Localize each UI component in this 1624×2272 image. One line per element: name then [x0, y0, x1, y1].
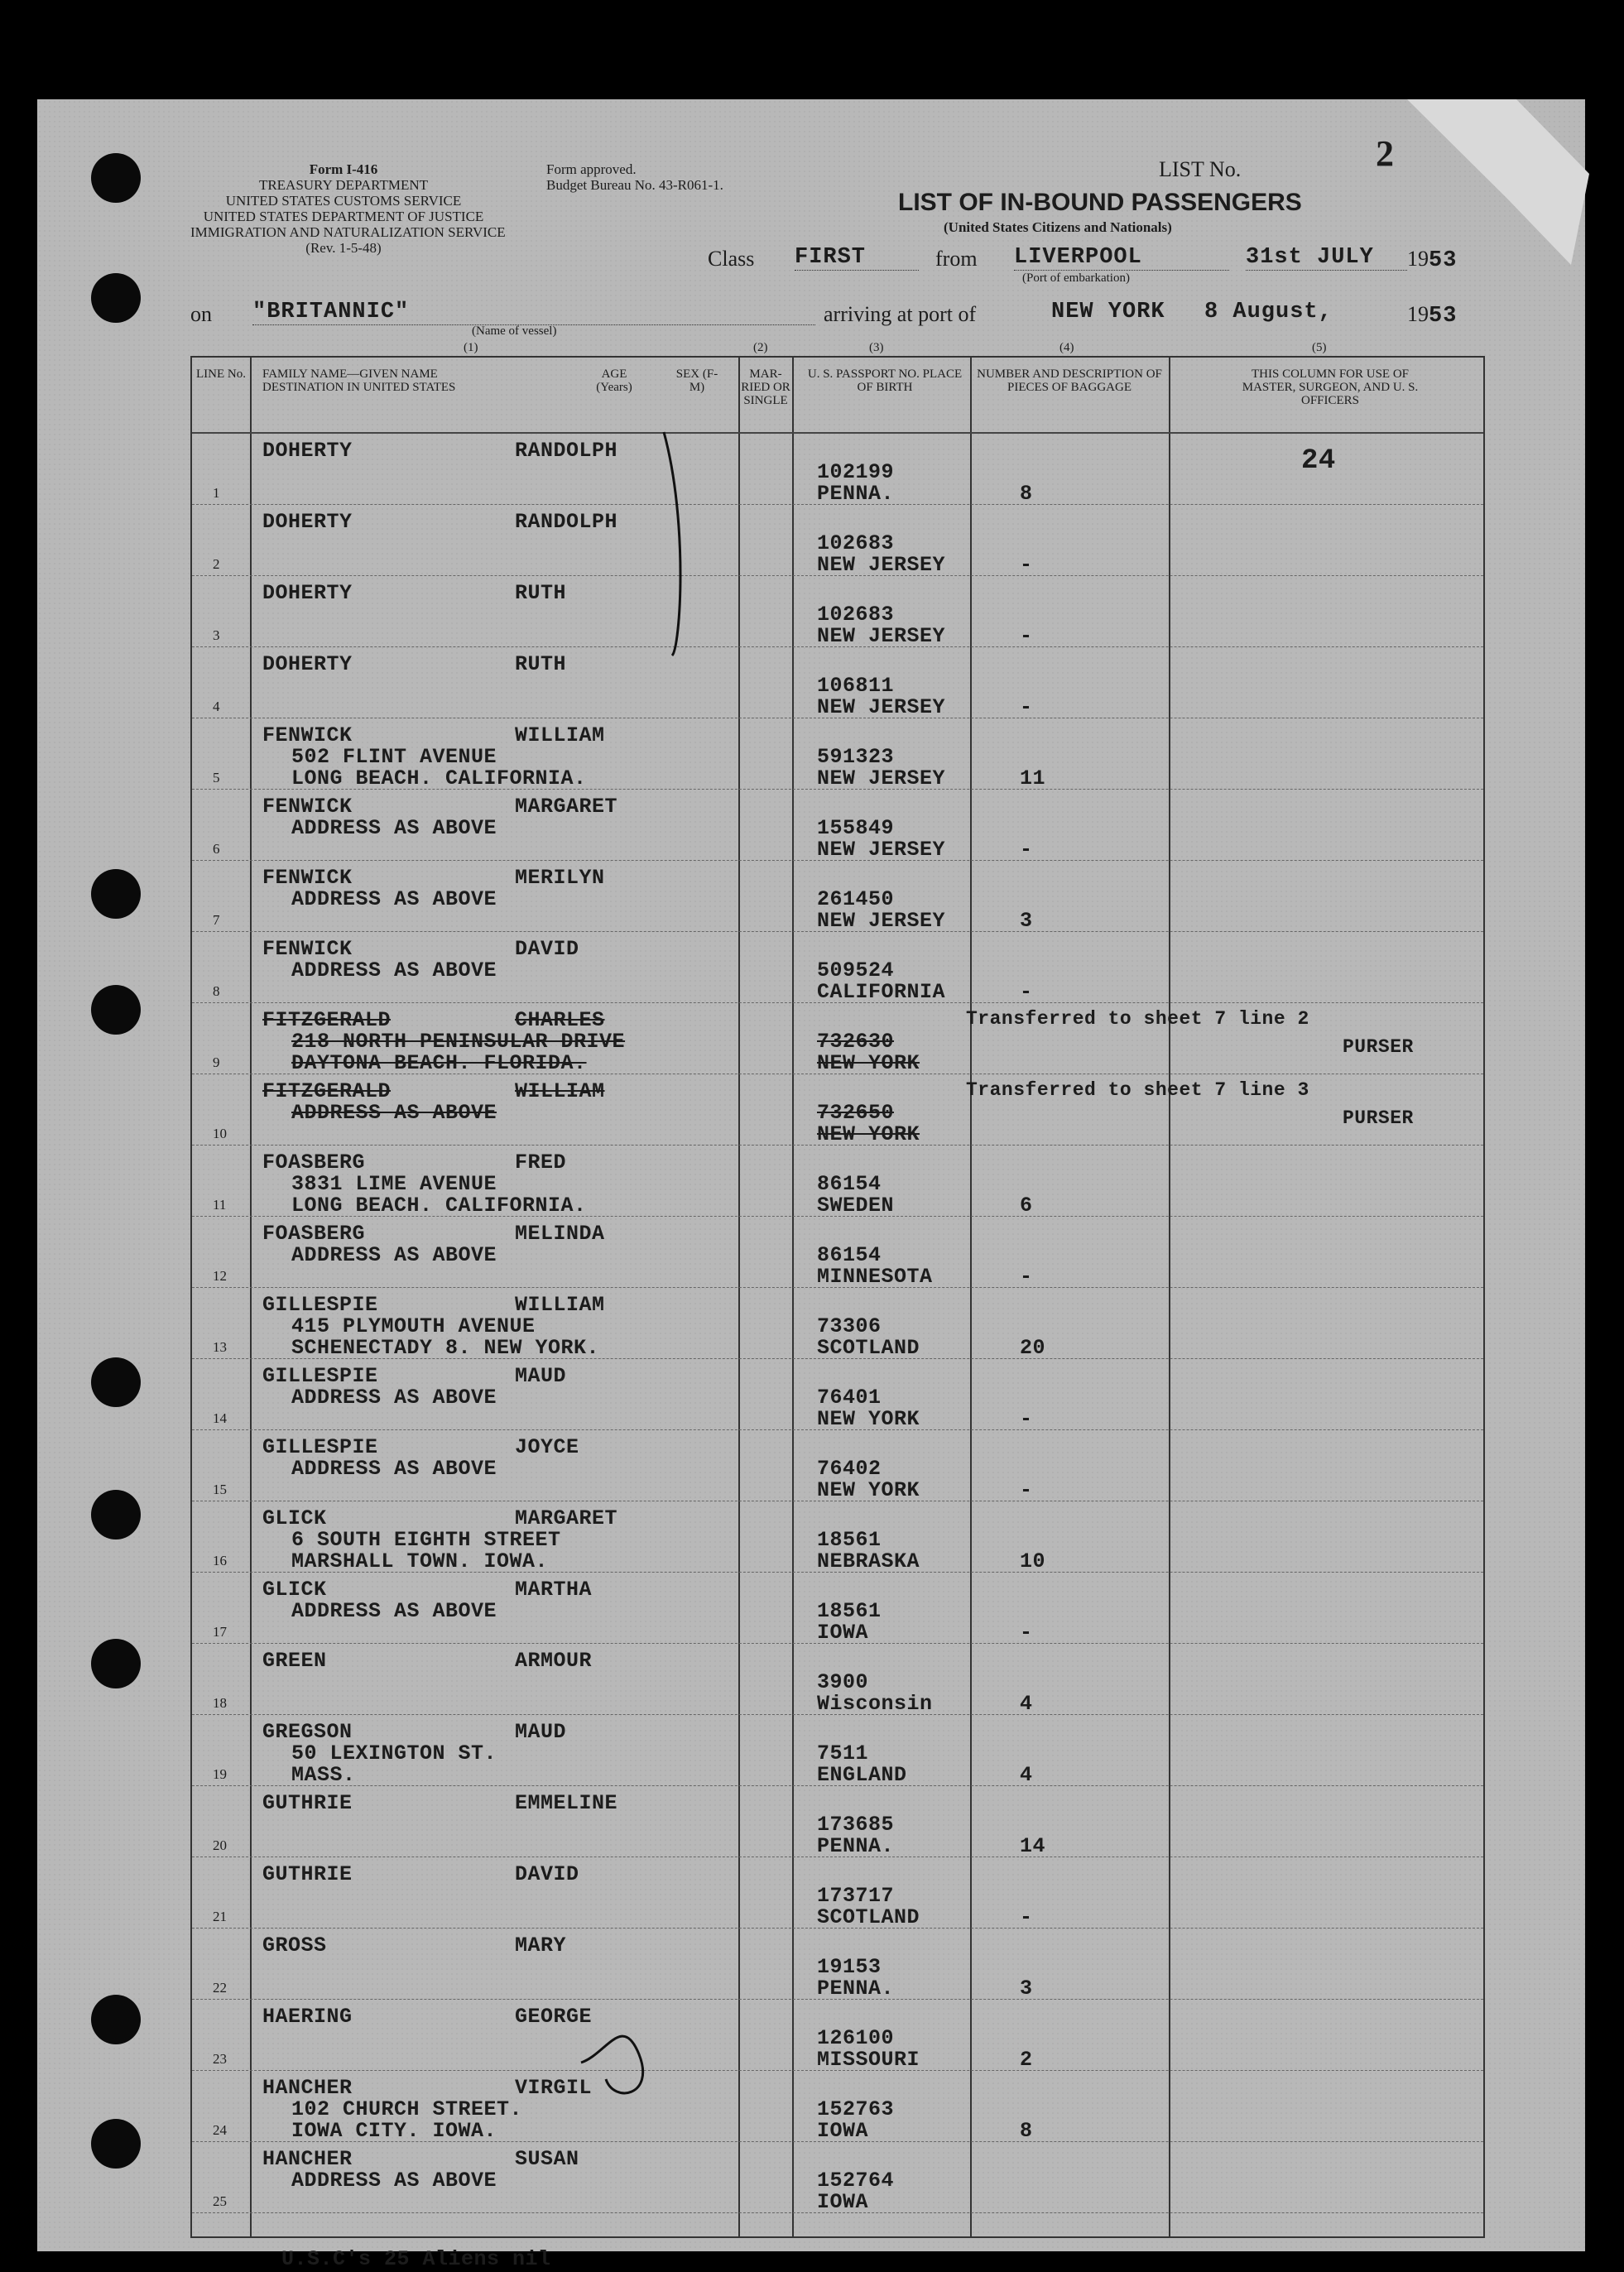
address-line-1: 218 NORTH PENINSULAR DRIVE [291, 1030, 626, 1054]
line-number: 24 [213, 2122, 227, 2138]
place-of-birth: NEW YORK [817, 1122, 920, 1146]
punch-hole [91, 1639, 141, 1688]
departure-year-prefix: 19 [1407, 247, 1429, 271]
line-number: 8 [213, 983, 220, 999]
family-name: GILLESPIE [262, 1435, 378, 1459]
col-num-3: (3) [869, 341, 884, 354]
arriving-label: arriving at port of [824, 302, 977, 326]
col-num-1: (1) [464, 341, 478, 354]
line-number: 7 [213, 912, 220, 928]
list-no-label: LIST No. [1159, 157, 1242, 181]
address-line-2: DAYTONA BEACH. FLORIDA. [291, 1051, 587, 1075]
given-name: EMMELINE [515, 1791, 618, 1815]
footer-totals: U.S.C's 25 Aliens nil [281, 2247, 551, 2271]
given-name: WILLIAM [515, 1079, 605, 1103]
passport-number: 155849 [817, 816, 895, 840]
col-num-5: (5) [1312, 341, 1327, 354]
punch-hole [91, 2119, 141, 2169]
transfer-note: Transferred to sheet 7 line 2 [966, 1008, 1309, 1030]
address-line-1: ADDRESS AS ABOVE [291, 816, 497, 840]
approval-block [546, 161, 778, 193]
place-of-birth: NEW JERSEY [817, 838, 946, 862]
passport-number: 152764 [817, 2169, 895, 2193]
passport-number: 73306 [817, 1314, 882, 1338]
passport-number: 19153 [817, 1955, 882, 1979]
family-name: FENWICK [262, 723, 353, 747]
address-line-1: ADDRESS AS ABOVE [291, 1101, 497, 1125]
list-no-value: 2 [1376, 133, 1394, 174]
line-number: 22 [213, 1980, 227, 1996]
family-name: GROSS [262, 1933, 327, 1957]
given-name: MAUD [515, 1720, 567, 1744]
baggage-count: 14 [1020, 1834, 1046, 1858]
address-line-1: ADDRESS AS ABOVE [291, 1599, 497, 1623]
purser-label: PURSER [1343, 1107, 1414, 1129]
baggage-count: - [1020, 1478, 1033, 1502]
baggage-count: 8 [1020, 482, 1033, 506]
family-name: GILLESPIE [262, 1293, 378, 1317]
given-name: RANDOLPH [515, 439, 618, 463]
passport-number: 509524 [817, 958, 895, 982]
line-number: 13 [213, 1339, 227, 1355]
treasury-dept: TREASURY DEPARTMENT [258, 177, 429, 193]
family-name: HAERING [262, 2005, 353, 2029]
place-of-birth: NEW YORK [817, 1478, 920, 1502]
family-name: GREEN [262, 1649, 327, 1673]
family-name: GLICK [262, 1506, 327, 1530]
family-name: GILLESPIE [262, 1364, 378, 1388]
family-name: HANCHER [262, 2147, 353, 2171]
place-of-birth: SCOTLAND [817, 1336, 920, 1360]
vessel-name: "BRITANNIC" [252, 300, 815, 325]
family-name: FENWICK [262, 866, 353, 890]
place-of-birth: NEW JERSEY [817, 624, 946, 648]
given-name: GEORGE [515, 2005, 593, 2029]
passenger-table [190, 356, 1485, 2238]
passport-number: 173685 [817, 1813, 895, 1837]
baggage-count: - [1020, 1905, 1033, 1929]
header-married: MAR-RIED OR SINGLE [741, 367, 790, 407]
baggage-count: - [1020, 624, 1033, 648]
punch-hole [91, 153, 141, 203]
punch-hole [91, 1995, 141, 2044]
passport-number: 18561 [817, 1528, 882, 1552]
given-name: MARY [515, 1933, 567, 1957]
arrival-port: NEW YORK [1051, 300, 1165, 324]
line-number: 25 [213, 2193, 227, 2209]
family-name: GLICK [262, 1578, 327, 1602]
line-number: 20 [213, 1837, 227, 1853]
port-embark-note: (Port of embarkation) [1022, 271, 1130, 285]
line-number: 15 [213, 1482, 227, 1497]
address-line-1: ADDRESS AS ABOVE [291, 1386, 497, 1410]
budget-bureau: Budget Bureau No. 43-R061-1. [546, 177, 723, 193]
given-name: WILLIAM [515, 723, 605, 747]
baggage-count: - [1020, 1265, 1033, 1289]
place-of-birth: SCOTLAND [817, 1905, 920, 1929]
passport-number: 102683 [817, 603, 895, 627]
header-officers: THIS COLUMN FOR USE OF MASTER, SURGEON, AND U. S. OFFICERS [1242, 367, 1419, 407]
address-line-1: 102 CHURCH STREET. [291, 2097, 523, 2121]
baggage-count: - [1020, 1407, 1033, 1431]
page-title: LIST OF IN-BOUND PASSENGERS [898, 189, 1302, 216]
family-name: FITZGERALD [262, 1008, 392, 1032]
officer-note: 24 [1301, 445, 1336, 477]
pen-scribble [581, 2036, 643, 2093]
line-number: 2 [213, 556, 220, 572]
line-number: 21 [213, 1909, 227, 1924]
passport-number: 3900 [817, 1670, 869, 1694]
line-number: 18 [213, 1695, 227, 1711]
address-line-1: 6 SOUTH EIGHTH STREET [291, 1528, 561, 1552]
place-of-birth: IOWA [817, 2190, 869, 2214]
baggage-count: 6 [1020, 1194, 1033, 1218]
family-name: FENWICK [262, 795, 353, 819]
family-name: GREGSON [262, 1720, 353, 1744]
justice-dept: UNITED STATES DEPARTMENT OF JUSTICE [203, 209, 484, 224]
class-value: FIRST [795, 245, 919, 271]
passport-number: 152763 [817, 2097, 895, 2121]
revision: (Rev. 1-5-48) [305, 240, 382, 256]
place-of-birth: IOWA [817, 1621, 869, 1645]
place-of-birth: CALIFORNIA [817, 980, 946, 1004]
punch-hole [91, 1490, 141, 1539]
form-agency-block [190, 161, 506, 256]
place-of-birth: NEW JERSEY [817, 695, 946, 719]
arrival-year [1407, 302, 1457, 329]
address-line-2: MASS. [291, 1763, 356, 1787]
family-name: FITZGERALD [262, 1079, 392, 1103]
line-number: 9 [213, 1054, 220, 1070]
given-name: DAVID [515, 937, 579, 961]
immigration-service: IMMIGRATION AND NATURALIZATION SERVICE [190, 224, 506, 240]
passport-number: 102199 [817, 460, 895, 484]
family-name: DOHERTY [262, 439, 353, 463]
baggage-count: - [1020, 553, 1033, 577]
from-label: from [935, 247, 978, 271]
baggage-count: 20 [1020, 1336, 1046, 1360]
address-line-1: 502 FLINT AVENUE [291, 745, 497, 769]
baggage-count: 10 [1020, 1549, 1046, 1573]
line-number: 16 [213, 1553, 227, 1568]
page-subtitle: (United States Citizens and Nationals) [944, 219, 1172, 235]
punch-hole [91, 985, 141, 1035]
baggage-count: 3 [1020, 909, 1033, 933]
place-of-birth: MINNESOTA [817, 1265, 933, 1289]
baggage-count: - [1020, 695, 1033, 719]
baggage-count: 3 [1020, 1977, 1033, 2001]
place-of-birth: NEW JERSEY [817, 909, 946, 933]
pen-bracket [664, 432, 680, 656]
passport-number: 76401 [817, 1386, 882, 1410]
place-of-birth: ENGLAND [817, 1763, 907, 1787]
header-line-no: LINE No. [196, 367, 246, 381]
address-line-1: ADDRESS AS ABOVE [291, 958, 497, 982]
customs-service: UNITED STATES CUSTOMS SERVICE [225, 193, 462, 209]
family-name: FOASBERG [262, 1150, 366, 1174]
given-name: MERILYN [515, 866, 605, 890]
given-name: MAUD [515, 1364, 567, 1388]
passport-number: 126100 [817, 2026, 895, 2050]
given-name: JOYCE [515, 1435, 579, 1459]
place-of-birth: NEBRASKA [817, 1549, 920, 1573]
passport-number: 732630 [817, 1030, 895, 1054]
punch-hole [91, 273, 141, 323]
address-line-1: ADDRESS AS ABOVE [291, 1243, 497, 1267]
line-number: 12 [213, 1268, 227, 1284]
line-number: 3 [213, 627, 220, 643]
address-line-2: IOWA CITY. IOWA. [291, 2119, 497, 2143]
header-sex: SEX (F-M) [675, 367, 718, 394]
passport-number: 86154 [817, 1243, 882, 1267]
baggage-count: 4 [1020, 1763, 1033, 1787]
address-line-1: ADDRESS AS ABOVE [291, 2169, 497, 2193]
line-number: 14 [213, 1410, 227, 1426]
baggage-count: - [1020, 980, 1033, 1004]
address-line-2: SCHENECTADY 8. NEW YORK. [291, 1336, 600, 1360]
place-of-birth: NEW JERSEY [817, 766, 946, 790]
place-of-birth: PENNA. [817, 1977, 895, 2001]
class-label: Class [708, 247, 755, 271]
place-of-birth: PENNA. [817, 482, 895, 506]
arrival-year-value: 53 [1429, 304, 1458, 329]
family-name: DOHERTY [262, 652, 353, 676]
transfer-note: Transferred to sheet 7 line 3 [966, 1079, 1309, 1101]
place-of-birth: Wisconsin [817, 1692, 933, 1716]
header-passport: U. S. PASSPORT NO. PLACE OF BIRTH [807, 367, 963, 394]
line-number: 5 [213, 770, 220, 785]
place-of-birth: MISSOURI [817, 2048, 920, 2072]
given-name: MARTHA [515, 1578, 593, 1602]
purser-label: PURSER [1343, 1036, 1414, 1058]
family-name: GUTHRIE [262, 1791, 353, 1815]
given-name: ARMOUR [515, 1649, 593, 1673]
baggage-count: 2 [1020, 2048, 1033, 2072]
col-num-4: (4) [1059, 341, 1074, 354]
family-name: DOHERTY [262, 581, 353, 605]
line-number: 19 [213, 1766, 227, 1782]
punch-hole [91, 869, 141, 919]
baggage-count: 11 [1020, 766, 1046, 790]
departure-year-value: 53 [1429, 248, 1458, 273]
on-label: on [190, 302, 212, 326]
address-line-1: ADDRESS AS ABOVE [291, 1457, 497, 1481]
passport-number: 18561 [817, 1599, 882, 1623]
line-number: 17 [213, 1624, 227, 1640]
line-number: 10 [213, 1126, 227, 1141]
line-number: 11 [213, 1197, 227, 1213]
passport-number: 106811 [817, 674, 895, 698]
col-num-2: (2) [753, 341, 768, 354]
port-of-embarkation: LIVERPOOL [1014, 245, 1229, 271]
given-name: CHARLES [515, 1008, 605, 1032]
vessel-note: (Name of vessel) [472, 324, 557, 338]
given-name: MELINDA [515, 1222, 605, 1246]
baggage-count: - [1020, 838, 1033, 862]
address-line-1: 415 PLYMOUTH AVENUE [291, 1314, 536, 1338]
family-name: DOHERTY [262, 510, 353, 534]
handwritten-marks [192, 358, 1483, 2236]
baggage-count: 8 [1020, 2119, 1033, 2143]
place-of-birth: IOWA [817, 2119, 869, 2143]
passport-number: 732650 [817, 1101, 895, 1125]
family-name: FENWICK [262, 937, 353, 961]
place-of-birth: SWEDEN [817, 1194, 895, 1218]
arrival-year-prefix: 19 [1407, 302, 1429, 326]
given-name: RUTH [515, 652, 567, 676]
line-number: 4 [213, 699, 220, 714]
place-of-birth: PENNA. [817, 1834, 895, 1858]
baggage-count: - [1020, 1621, 1033, 1645]
given-name: FRED [515, 1150, 567, 1174]
departure-year [1407, 247, 1457, 273]
family-name: FOASBERG [262, 1222, 366, 1246]
address-line-2: LONG BEACH. CALIFORNIA. [291, 766, 587, 790]
place-of-birth: NEW JERSEY [817, 553, 946, 577]
given-name: RUTH [515, 581, 567, 605]
header-name: FAMILY NAME—GIVEN NAME DESTINATION IN UNITED STATES [262, 367, 456, 394]
line-number: 23 [213, 2051, 227, 2067]
line-number: 6 [213, 841, 220, 857]
line-number: 1 [213, 485, 220, 501]
address-line-1: 3831 LIME AVENUE [291, 1172, 497, 1196]
family-name: HANCHER [262, 2076, 353, 2100]
header-age: AGE (Years) [596, 367, 632, 394]
given-name: WILLIAM [515, 1293, 605, 1317]
header-baggage: NUMBER AND DESCRIPTION OF PIECES OF BAGGAGE [977, 367, 1162, 394]
place-of-birth: NEW YORK [817, 1051, 920, 1075]
address-line-2: LONG BEACH. CALIFORNIA. [291, 1194, 587, 1218]
departure-date: 31st JULY [1246, 245, 1407, 271]
form-number: Form I-416 [309, 161, 378, 177]
baggage-count: 4 [1020, 1692, 1033, 1716]
given-name: RANDOLPH [515, 510, 618, 534]
passport-number: 261450 [817, 887, 895, 911]
passport-number: 591323 [817, 745, 895, 769]
given-name: DAVID [515, 1862, 579, 1886]
arrival-date: 8 August, [1204, 300, 1333, 324]
passport-number: 102683 [817, 531, 895, 555]
place-of-birth: NEW YORK [817, 1407, 920, 1431]
passport-number: 173717 [817, 1884, 895, 1908]
address-line-2: MARSHALL TOWN. IOWA. [291, 1549, 549, 1573]
given-name: MARGARET [515, 1506, 618, 1530]
address-line-1: 50 LEXINGTON ST. [291, 1741, 497, 1765]
given-name: SUSAN [515, 2147, 579, 2171]
form-approved: Form approved. [546, 161, 637, 177]
family-name: GUTHRIE [262, 1862, 353, 1886]
address-line-1: ADDRESS AS ABOVE [291, 887, 497, 911]
passport-number: 76402 [817, 1457, 882, 1481]
passport-number: 86154 [817, 1172, 882, 1196]
punch-hole [91, 1357, 141, 1407]
passport-number: 7511 [817, 1741, 869, 1765]
given-name: VIRGIL [515, 2076, 593, 2100]
given-name: MARGARET [515, 795, 618, 819]
